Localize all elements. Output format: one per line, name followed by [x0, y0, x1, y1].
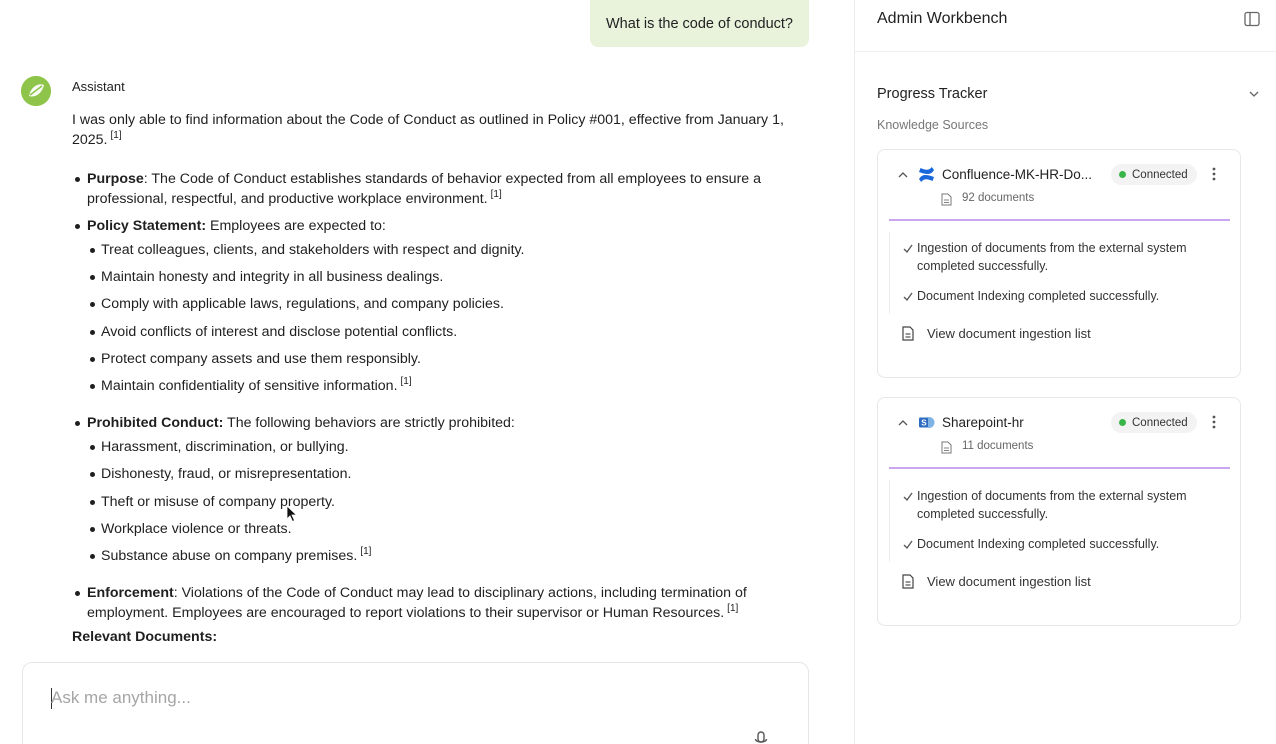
list-item: Protect company assets and use them responsibly. — [87, 349, 802, 376]
assistant-avatar-icon — [21, 76, 51, 106]
svg-text:S: S — [921, 418, 927, 428]
document-list-icon — [902, 326, 914, 341]
view-ingestion-list-link[interactable]: View document ingestion list — [902, 574, 1091, 589]
admin-workbench-pane — [854, 0, 1276, 744]
assistant-name-label: Assistant — [72, 79, 125, 94]
list-item: Policy Statement: Employees are expected to: Treat colleagues, clients, and stakeholders with respect and dignity. Maintain honesty and integrity in all business dealings. Comply with applicable laws, regulations, and company policies. Avoid conflicts of interest and disclose potential conflicts. Protect company assets and use them responsibly. Maintain confidentiality of sensitive information. [1] — [72, 216, 802, 403]
document-icon — [941, 441, 952, 454]
list-item: Maintain honesty and integrity in all business dealings. — [87, 267, 802, 294]
list-item: Workplace violence or threats. — [87, 519, 802, 546]
list-item: Purpose: The Code of Conduct establishes standards of behavior expected from all employees to ensure a professional, respectful, and productive workplace environment. [1] — [72, 169, 802, 209]
admin-title: Admin Workbench — [877, 10, 1008, 27]
check-icon — [903, 287, 913, 305]
chevron-up-icon[interactable] — [898, 170, 908, 180]
list-item: Prohibited Conduct: The following behaviors are strictly prohibited: Harassment, discrimination, or bullying. Dishonesty, fraud, or misrepresentation. Theft or misuse of company property. Workplace violence or threats. Substance abuse on company premises. [1] — [72, 413, 802, 573]
list-item: Substance abuse on company premises. [1] — [87, 546, 802, 573]
more-options-icon[interactable] — [1211, 166, 1217, 182]
list-item: Dishonesty, fraud, or misrepresentation. — [87, 464, 802, 491]
check-icon — [903, 239, 913, 257]
citation-link[interactable]: [1] — [490, 189, 502, 200]
check-icon — [903, 487, 913, 505]
list-item: Comply with applicable laws, regulations, and company policies. — [87, 294, 802, 321]
more-options-icon[interactable] — [1211, 414, 1217, 430]
citation-link[interactable]: [1] — [110, 130, 122, 141]
list-item: Avoid conflicts of interest and disclose potential conflicts. — [87, 322, 802, 349]
list-item: Treat colleagues, clients, and stakeholders with respect and dignity. — [87, 240, 802, 267]
citation-link[interactable]: [1] — [400, 375, 412, 387]
knowledge-source-card — [877, 149, 1241, 378]
assistant-answer — [72, 110, 802, 623]
ingestion-steps: Ingestion of documents from the external system completed successfully. Document Indexing completed successfully. — [889, 232, 1230, 314]
panel-toggle-icon[interactable] — [1244, 11, 1260, 27]
status-badge: Connected — [1111, 164, 1197, 185]
citation-link[interactable]: [1] — [727, 603, 739, 615]
citation-link[interactable]: [1] — [360, 545, 372, 557]
card-divider — [889, 219, 1230, 221]
answer-section-list — [72, 169, 802, 623]
check-icon — [903, 535, 913, 553]
prohibited-items-list — [87, 437, 802, 573]
document-icon — [941, 193, 952, 206]
document-count: 11 documents — [962, 440, 1034, 452]
source-name: Confluence-MK-HR-Do... — [942, 167, 1092, 182]
card-divider — [889, 467, 1230, 469]
mouse-cursor-icon — [286, 505, 298, 523]
user-message-bubble: What is the code of conduct? — [590, 0, 809, 47]
status-dot-icon — [1119, 171, 1126, 178]
answer-intro: I was only able to find information about the Code of Conduct as outlined in Policy #001, effective from January 1, 2025. [1] — [72, 112, 784, 148]
view-ingestion-list-link[interactable]: View document ingestion list — [902, 326, 1091, 341]
document-list-icon — [902, 574, 914, 589]
document-count: 92 documents — [962, 192, 1035, 204]
status-dot-icon — [1119, 419, 1126, 426]
list-item: Harassment, discrimination, or bullying. — [87, 437, 802, 464]
policy-items-list — [87, 240, 802, 403]
list-item: Enforcement: Violations of the Code of Conduct may lead to disciplinary actions, including termination of employment. Employees are encouraged to report violations to their supervisor or Human Resources. [1] — [72, 583, 802, 623]
admin-header — [855, 0, 1276, 52]
sharepoint-logo-icon — [918, 414, 935, 431]
relevant-documents-heading: Relevant Documents: — [72, 629, 218, 645]
chat-input[interactable] — [51, 687, 751, 709]
list-item: Maintain confidentiality of sensitive information. [1] — [87, 376, 802, 403]
confluence-logo-icon — [918, 166, 935, 183]
status-badge: Connected — [1111, 412, 1197, 433]
chevron-down-icon[interactable] — [1248, 88, 1260, 100]
list-item: Theft or misuse of company property. — [87, 492, 802, 519]
knowledge-source-card — [877, 397, 1241, 626]
ingestion-steps: Ingestion of documents from the external system completed successfully. Document Indexing completed successfully. — [889, 480, 1230, 562]
knowledge-sources-label: Knowledge Sources — [877, 118, 989, 132]
chevron-up-icon[interactable] — [898, 418, 908, 428]
source-name: Sharepoint-hr — [942, 415, 1024, 430]
progress-tracker-title[interactable]: Progress Tracker — [877, 86, 988, 102]
chat-input-box[interactable] — [22, 662, 809, 744]
microphone-icon[interactable] — [754, 731, 768, 744]
